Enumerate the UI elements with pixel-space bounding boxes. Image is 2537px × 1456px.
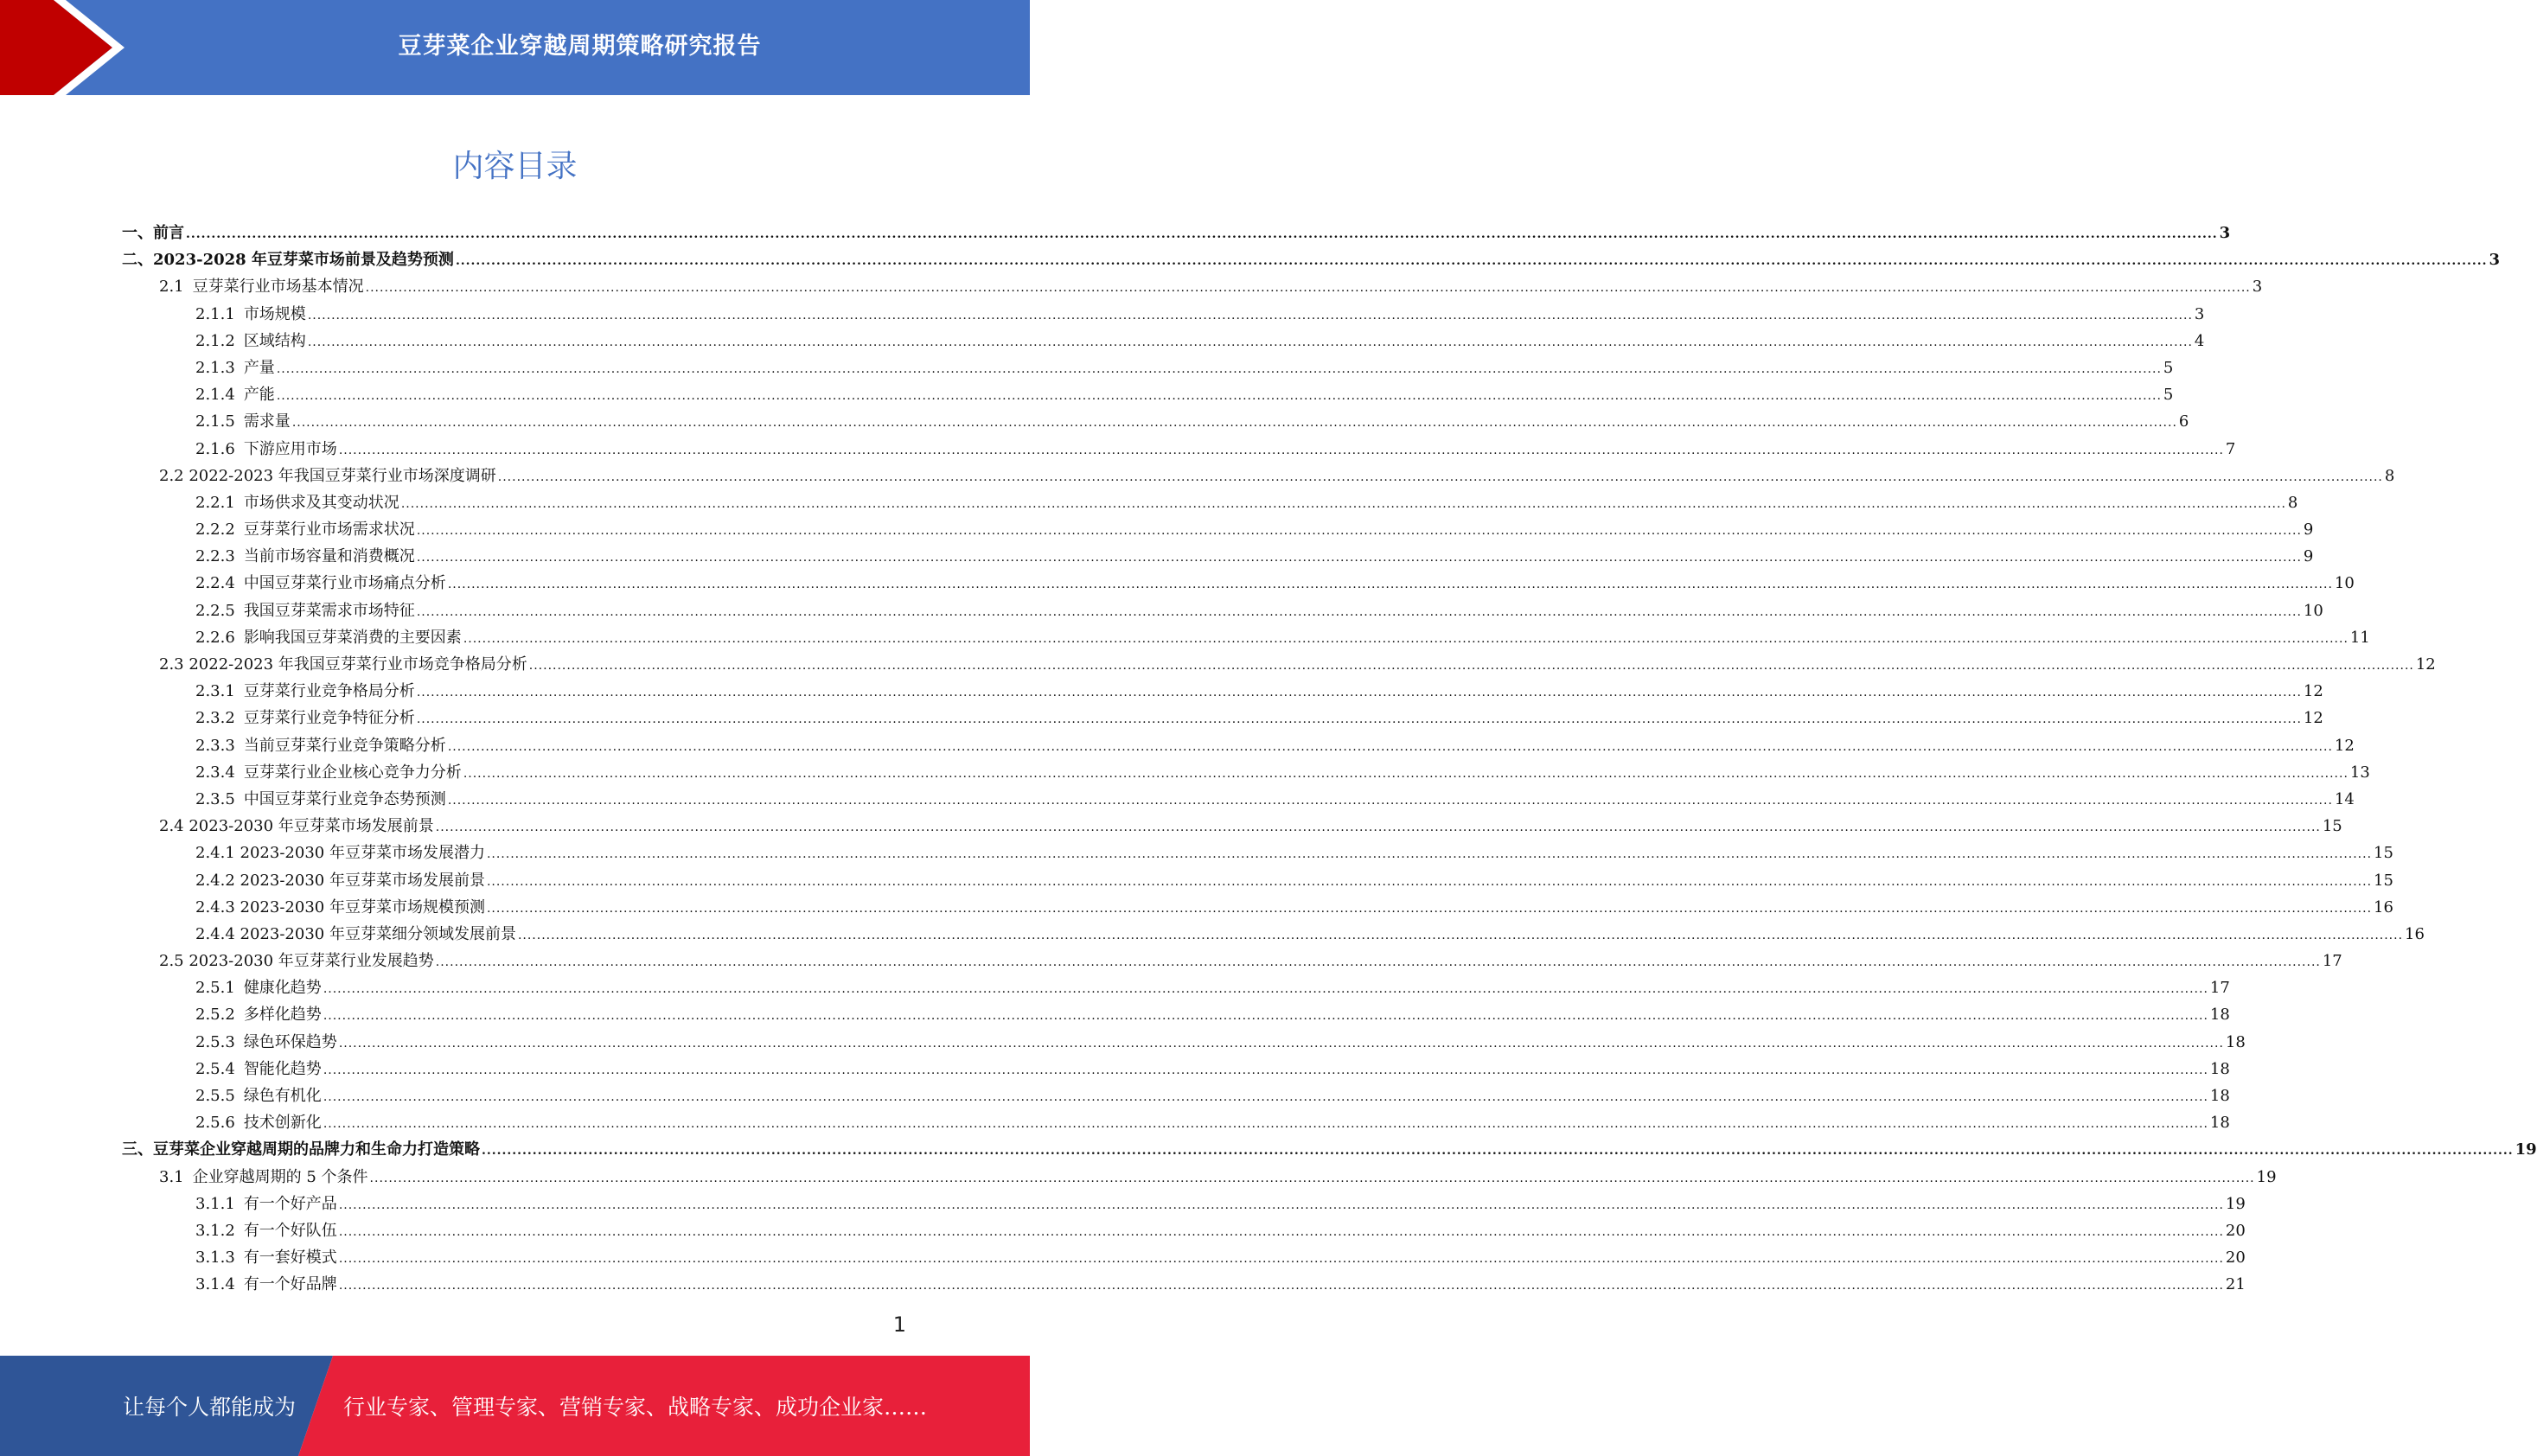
- toc-entry-label: 2.4.3 2023-2030 年豆芽菜市场规模预测: [195, 897, 485, 916]
- dot-leader: ................................................................................................................................................................................................................................................................................................................................................................................................................: [463, 766, 2348, 781]
- dot-leader: ................................................................................................................................................................................................................................................................................................................................................................................................................: [338, 1252, 2224, 1267]
- toc-entry-title: [159, 651, 527, 678]
- toc-entry-title: [195, 328, 306, 354]
- toc-entry[interactable]: [122, 570, 2355, 597]
- dot-leader: ................................................................................................................................................................................................................................................................................................................................................................................................................: [528, 659, 2414, 673]
- toc-entry-label: 2.4.1 2023-2030 年豆芽菜市场发展潜力: [195, 844, 485, 863]
- toc-entry-page: 20: [2225, 1221, 2246, 1240]
- toc-entry[interactable]: [122, 1056, 2230, 1082]
- toc-entry[interactable]: [122, 220, 2231, 246]
- toc-entry-page: 3: [2219, 224, 2231, 242]
- toc-entry-page: 9: [2303, 520, 2314, 540]
- toc-entry-number: 2.1.3: [195, 358, 235, 377]
- toc-entry-page: 8: [2384, 466, 2395, 485]
- toc-entry[interactable]: [122, 786, 2355, 813]
- toc-entry-title: [195, 570, 446, 597]
- toc-entry-title: [195, 678, 415, 705]
- toc-entry-page: 19: [2225, 1194, 2246, 1213]
- toc-entry-title: [159, 948, 434, 974]
- report-title: 豆芽菜企业穿越周期策略研究报告: [398, 32, 762, 60]
- toc-entry-label: 2.3 2022-2023 年我国豆芽菜行业市场竞争格局分析: [159, 655, 527, 674]
- toc-entry-title: [195, 786, 446, 813]
- toc-entry-page: 15: [2374, 844, 2393, 863]
- toc-entry-page: 12: [2303, 682, 2323, 701]
- toc-entry-number: 2.1.5: [195, 412, 235, 431]
- page-footer: [0, 1356, 1030, 1456]
- toc-entry-label: 2.2 2022-2023 年我国豆芽菜行业市场深度调研: [159, 466, 496, 485]
- toc-entry-label: 产能: [243, 386, 275, 405]
- toc-entry-label: 有一套好模式: [243, 1248, 337, 1268]
- toc-entry-label: 影响我国豆芽菜消费的主要因素: [243, 628, 462, 647]
- toc-entry-title: [195, 759, 462, 786]
- toc-entry-number: 2.3.1: [195, 682, 235, 701]
- toc-entry-title: [195, 732, 446, 759]
- toc-entry-label: 豆芽菜行业企业核心竞争力分析: [243, 763, 462, 782]
- toc-entry-page: 3: [2252, 278, 2263, 297]
- toc-entry-label: 有一个好品牌: [243, 1275, 337, 1294]
- toc-entry-page: 13: [2349, 763, 2370, 782]
- toc-entry-page: 16: [2374, 897, 2393, 916]
- toc-entry-page: 18: [2209, 1006, 2230, 1025]
- toc-entry-label: 需求量: [243, 412, 291, 431]
- toc-entry-title: [195, 840, 485, 866]
- toc-entry-label: 市场规模: [243, 304, 306, 323]
- toc-entry-title: [159, 813, 434, 840]
- toc-entry-label: 当前市场容量和消费概况: [243, 547, 415, 566]
- toc-entry[interactable]: [122, 543, 2314, 570]
- toc-entry-number: 2.5.4: [195, 1059, 235, 1078]
- toc-entry-number: 2.3.5: [195, 789, 235, 808]
- toc-entry-number: 2.3.2: [195, 709, 235, 728]
- toc-entry-number: 3.1: [159, 1167, 184, 1186]
- dot-leader: ................................................................................................................................................................................................................................................................................................................................................................................................................: [276, 389, 2162, 404]
- toc-entry-label: 2.4.4 2023-2030 年豆芽菜细分领域发展前景: [195, 924, 516, 943]
- dot-leader: ................................................................................................................................................................................................................................................................................................................................................................................................................: [307, 308, 2193, 322]
- dot-leader: ................................................................................................................................................................................................................................................................................................................................................................................................................: [486, 874, 2373, 889]
- dot-leader: ................................................................................................................................................................................................................................................................................................................................................................................................................: [323, 1063, 2208, 1077]
- toc-entry-title: [195, 974, 322, 1001]
- toc-entry[interactable]: [122, 705, 2323, 731]
- toc-entry-label: 健康化趋势: [243, 979, 322, 998]
- toc-entry[interactable]: [122, 1109, 2230, 1136]
- toc-entry[interactable]: [122, 732, 2355, 759]
- toc-entry[interactable]: [122, 678, 2323, 705]
- toc-entry[interactable]: [122, 894, 2393, 921]
- toc-entry-title: [195, 489, 399, 516]
- toc-entry-label: 智能化趋势: [243, 1059, 322, 1078]
- toc-entry-title: [195, 1191, 337, 1217]
- toc-entry-page: 9: [2303, 547, 2314, 566]
- toc-entry[interactable]: [122, 759, 2370, 786]
- toc-entry-title: [159, 463, 496, 489]
- toc-entry-title: [195, 1244, 337, 1271]
- dot-leader: ................................................................................................................................................................................................................................................................................................................................................................................................................: [338, 1279, 2224, 1293]
- toc-entry[interactable]: [122, 921, 2425, 948]
- toc-entry-page: 16: [2405, 924, 2425, 943]
- dot-leader: ................................................................................................................................................................................................................................................................................................................................................................................................................: [455, 254, 2488, 269]
- toc-entry-title: [195, 1001, 322, 1028]
- toc-entry-title: [195, 597, 415, 624]
- toc-entry-title: [195, 354, 275, 381]
- table-of-contents: [122, 220, 2537, 1299]
- toc-entry-label: 2.4 2023-2030 年豆芽菜市场发展前景: [159, 817, 434, 836]
- dot-leader: ................................................................................................................................................................................................................................................................................................................................................................................................................: [338, 1036, 2224, 1050]
- toc-entry-page: 21: [2225, 1275, 2246, 1294]
- toc-entry-number: 2.1: [159, 278, 184, 297]
- toc-entry-page: 18: [2209, 1087, 2230, 1105]
- toc-entry-label: 二、2023-2028 年豆芽菜市场前景及趋势预测: [122, 251, 454, 270]
- toc-entry-label: 中国豆芽菜行业竞争态势预测: [243, 789, 446, 808]
- toc-entry-number: 2.3.3: [195, 736, 235, 755]
- toc-entry-number: 3.1.2: [195, 1221, 235, 1240]
- toc-entry[interactable]: [122, 1191, 2246, 1217]
- toc-entry-page: 19: [2256, 1167, 2277, 1186]
- toc-entry-page: 17: [2322, 952, 2342, 971]
- toc-entry-page: 18: [2225, 1032, 2246, 1051]
- toc-entry-number: 2.1.2: [195, 331, 235, 350]
- toc-entry-number: 2.5.3: [195, 1032, 235, 1051]
- toc-entry-title: [159, 1164, 368, 1191]
- toc-entry-title: [195, 436, 337, 463]
- toc-entry-page: 12: [2303, 709, 2323, 728]
- toc-entry-page: 19: [2515, 1140, 2537, 1159]
- toc-entry-title: [195, 1082, 322, 1109]
- toc-entry-label: 下游应用市场: [243, 439, 337, 458]
- toc-entry-number: 2.5.1: [195, 979, 235, 998]
- footer-tagline: 行业专家、管理专家、营销专家、战略专家、成功企业家……: [343, 1395, 928, 1420]
- toc-entry-label: 我国豆芽菜需求市场特征: [243, 601, 415, 620]
- toc-entry[interactable]: [122, 1136, 2537, 1163]
- toc-entry-label: 产量: [243, 358, 275, 377]
- dot-leader: ................................................................................................................................................................................................................................................................................................................................................................................................................: [486, 847, 2373, 862]
- toc-entry-page: 10: [2334, 574, 2355, 593]
- dot-leader: ................................................................................................................................................................................................................................................................................................................................................................................................................: [400, 496, 2286, 511]
- toc-entry-title: [195, 624, 462, 651]
- dot-leader: ................................................................................................................................................................................................................................................................................................................................................................................................................: [497, 469, 2383, 484]
- toc-entry[interactable]: [122, 1029, 2246, 1056]
- toc-entry[interactable]: [122, 463, 2395, 489]
- dot-leader: ................................................................................................................................................................................................................................................................................................................................................................................................................: [447, 739, 2333, 754]
- dot-leader: ................................................................................................................................................................................................................................................................................................................................................................................................................: [435, 821, 2321, 835]
- toc-entry-label: 绿色有机化: [243, 1087, 322, 1105]
- toc-entry-page: 10: [2303, 601, 2323, 620]
- toc-entry-label: 一、前言: [122, 224, 184, 242]
- dot-leader: ................................................................................................................................................................................................................................................................................................................................................................................................................: [323, 1117, 2208, 1132]
- toc-entry-label: 市场供求及其变动状况: [243, 493, 399, 512]
- toc-entry[interactable]: [122, 974, 2230, 1001]
- dot-leader: ................................................................................................................................................................................................................................................................................................................................................................................................................: [517, 928, 2404, 942]
- toc-entry[interactable]: [122, 624, 2370, 651]
- toc-entry[interactable]: [122, 1001, 2230, 1028]
- toc-entry-number: 2.2.2: [195, 520, 235, 540]
- toc-entry[interactable]: [122, 597, 2323, 624]
- toc-entry-title: [122, 1136, 480, 1163]
- dot-leader: ................................................................................................................................................................................................................................................................................................................................................................................................................: [435, 955, 2321, 970]
- toc-entry-label: 三、豆芽菜企业穿越周期的品牌力和生命力打造策略: [122, 1140, 480, 1159]
- toc-entry-title: [195, 408, 291, 435]
- toc-entry-page: 15: [2374, 871, 2393, 890]
- toc-entry[interactable]: [122, 651, 2436, 678]
- toc-entry-number: 2.1.6: [195, 439, 235, 458]
- dot-leader: ................................................................................................................................................................................................................................................................................................................................................................................................................: [482, 1144, 2514, 1159]
- toc-entry[interactable]: [122, 489, 2298, 516]
- toc-entry-label: 豆芽菜行业竞争格局分析: [243, 682, 415, 701]
- toc-entry-title: [159, 273, 364, 300]
- toc-entry[interactable]: [122, 1082, 2230, 1109]
- dot-leader: ................................................................................................................................................................................................................................................................................................................................................................................................................: [447, 578, 2333, 592]
- toc-entry-title: [195, 894, 485, 921]
- toc-entry[interactable]: [122, 1164, 2277, 1191]
- page-number: 1: [892, 1312, 906, 1337]
- toc-entry-title: [122, 220, 184, 246]
- toc-entry-title: [195, 1217, 337, 1244]
- toc-entry[interactable]: [122, 328, 2205, 354]
- toc-entry[interactable]: [122, 354, 2174, 381]
- dot-leader: ................................................................................................................................................................................................................................................................................................................................................................................................................: [447, 793, 2333, 808]
- toc-entry-title: [195, 381, 275, 408]
- toc-entry-page: 14: [2334, 789, 2355, 808]
- toc-entry-page: 18: [2209, 1059, 2230, 1078]
- dot-leader: ................................................................................................................................................................................................................................................................................................................................................................................................................: [323, 982, 2208, 997]
- toc-entry-page: 12: [2334, 736, 2355, 755]
- toc-entry[interactable]: [122, 408, 2189, 435]
- toc-entry-number: 2.5.2: [195, 1006, 235, 1025]
- toc-entry-page: 8: [2287, 493, 2298, 512]
- toc-entry-label: 技术创新化: [243, 1114, 322, 1133]
- dot-leader: ................................................................................................................................................................................................................................................................................................................................................................................................................: [307, 335, 2193, 349]
- toc-entry-title: [195, 867, 485, 894]
- toc-entry-label: 多样化趋势: [243, 1006, 322, 1025]
- toc-entry-page: 18: [2209, 1114, 2230, 1133]
- toc-entry-number: 2.2.5: [195, 601, 235, 620]
- dot-leader: ................................................................................................................................................................................................................................................................................................................................................................................................................: [338, 443, 2224, 457]
- toc-entry-number: 2.5.6: [195, 1114, 235, 1133]
- dot-leader: ................................................................................................................................................................................................................................................................................................................................................................................................................: [463, 631, 2348, 646]
- dot-leader: ................................................................................................................................................................................................................................................................................................................................................................................................................: [276, 361, 2162, 376]
- toc-entry[interactable]: [122, 1244, 2246, 1271]
- toc-entry-number: 3.1.3: [195, 1248, 235, 1268]
- toc-entry-number: 2.3.4: [195, 763, 235, 782]
- toc-entry-number: 2.2.6: [195, 628, 235, 647]
- dot-leader: ................................................................................................................................................................................................................................................................................................................................................................................................................: [291, 416, 2177, 431]
- toc-entry[interactable]: [122, 840, 2393, 866]
- toc-entry-title: [195, 1029, 337, 1056]
- dot-leader: ................................................................................................................................................................................................................................................................................................................................................................................................................: [338, 1224, 2224, 1239]
- page-header: [0, 0, 1030, 95]
- dot-leader: ................................................................................................................................................................................................................................................................................................................................................................................................................: [365, 281, 2251, 296]
- toc-entry-number: 2.1.1: [195, 304, 235, 323]
- toc-entry-title: [195, 705, 415, 731]
- toc-entry-number: 2.5.5: [195, 1087, 235, 1105]
- toc-entry-title: [195, 1271, 337, 1298]
- toc-entry-title: [195, 301, 306, 328]
- toc-entry[interactable]: [122, 1271, 2246, 1298]
- toc-entry-label: 企业穿越周期的 5 个条件: [192, 1167, 368, 1186]
- toc-entry-label: 有一个好队伍: [243, 1221, 337, 1240]
- toc-entry[interactable]: [122, 436, 2236, 463]
- toc-entry[interactable]: [122, 1217, 2246, 1244]
- toc-entry[interactable]: [122, 301, 2205, 328]
- toc-entry-page: 5: [2163, 386, 2174, 405]
- toc-entry[interactable]: [122, 867, 2393, 894]
- toc-entry[interactable]: [122, 948, 2342, 974]
- toc-entry-page: 7: [2225, 439, 2236, 458]
- toc-entry-label: 豆芽菜行业市场基本情况: [192, 278, 364, 297]
- toc-entry-page: 3: [2489, 251, 2501, 270]
- dot-leader: ................................................................................................................................................................................................................................................................................................................................................................................................................: [416, 686, 2302, 700]
- dot-leader: ................................................................................................................................................................................................................................................................................................................................................................................................................: [186, 227, 2218, 241]
- dot-leader: ................................................................................................................................................................................................................................................................................................................................................................................................................: [323, 1009, 2208, 1024]
- toc-entry-label: 区域结构: [243, 331, 306, 350]
- toc-entry-title: [195, 921, 516, 948]
- toc-entry[interactable]: [122, 813, 2342, 840]
- toc-entry-title: [122, 246, 454, 273]
- toc-entry-number: 3.1.4: [195, 1275, 235, 1294]
- toc-entry-label: 中国豆芽菜行业市场痛点分析: [243, 574, 446, 593]
- toc-heading: 内容目录: [452, 149, 578, 184]
- dot-leader: ................................................................................................................................................................................................................................................................................................................................................................................................................: [486, 901, 2373, 916]
- toc-entry-label: 有一个好产品: [243, 1194, 337, 1213]
- dot-leader: ................................................................................................................................................................................................................................................................................................................................................................................................................: [369, 1171, 2255, 1185]
- toc-entry-label: 绿色环保趋势: [243, 1032, 337, 1051]
- footer-slogan: 让每个人都能成为: [123, 1395, 297, 1420]
- toc-entry[interactable]: [122, 246, 2501, 273]
- toc-entry[interactable]: [122, 381, 2174, 408]
- dot-leader: ................................................................................................................................................................................................................................................................................................................................................................................................................: [416, 712, 2302, 727]
- toc-entry-title: [195, 1056, 322, 1082]
- toc-entry-title: [195, 516, 415, 543]
- toc-entry-title: [195, 1109, 322, 1136]
- toc-entry-page: 5: [2163, 358, 2174, 377]
- toc-entry-page: 20: [2225, 1248, 2246, 1268]
- toc-entry-number: 2.1.4: [195, 386, 235, 405]
- toc-entry[interactable]: [122, 516, 2314, 543]
- dot-leader: ................................................................................................................................................................................................................................................................................................................................................................................................................: [416, 551, 2302, 565]
- chevron-arrow-icon: [0, 0, 138, 95]
- toc-entry-page: 3: [2194, 304, 2205, 323]
- toc-entry-number: 2.2.1: [195, 493, 235, 512]
- toc-entry-page: 11: [2349, 628, 2370, 647]
- dot-leader: ................................................................................................................................................................................................................................................................................................................................................................................................................: [338, 1197, 2224, 1212]
- toc-entry-page: 15: [2322, 817, 2342, 836]
- toc-entry-number: 3.1.1: [195, 1194, 235, 1213]
- toc-entry-label: 2.4.2 2023-2030 年豆芽菜市场发展前景: [195, 871, 485, 890]
- toc-entry-page: 6: [2178, 412, 2189, 431]
- dot-leader: ................................................................................................................................................................................................................................................................................................................................................................................................................: [416, 524, 2302, 539]
- toc-entry-title: [195, 543, 415, 570]
- toc-entry-number: 2.2.4: [195, 574, 235, 593]
- toc-entry-page: 4: [2194, 331, 2205, 350]
- toc-entry-number: 2.2.3: [195, 547, 235, 566]
- toc-entry-page: 12: [2415, 655, 2436, 674]
- toc-entry-label: 2.5 2023-2030 年豆芽菜行业发展趋势: [159, 952, 434, 971]
- dot-leader: ................................................................................................................................................................................................................................................................................................................................................................................................................: [323, 1090, 2208, 1104]
- dot-leader: ................................................................................................................................................................................................................................................................................................................................................................................................................: [416, 604, 2302, 619]
- toc-entry-page: 17: [2209, 979, 2230, 998]
- toc-entry[interactable]: [122, 273, 2263, 300]
- toc-entry-label: 当前豆芽菜行业竞争策略分析: [243, 736, 446, 755]
- toc-entry-label: 豆芽菜行业市场需求状况: [243, 520, 415, 540]
- toc-entry-label: 豆芽菜行业竞争特征分析: [243, 709, 415, 728]
